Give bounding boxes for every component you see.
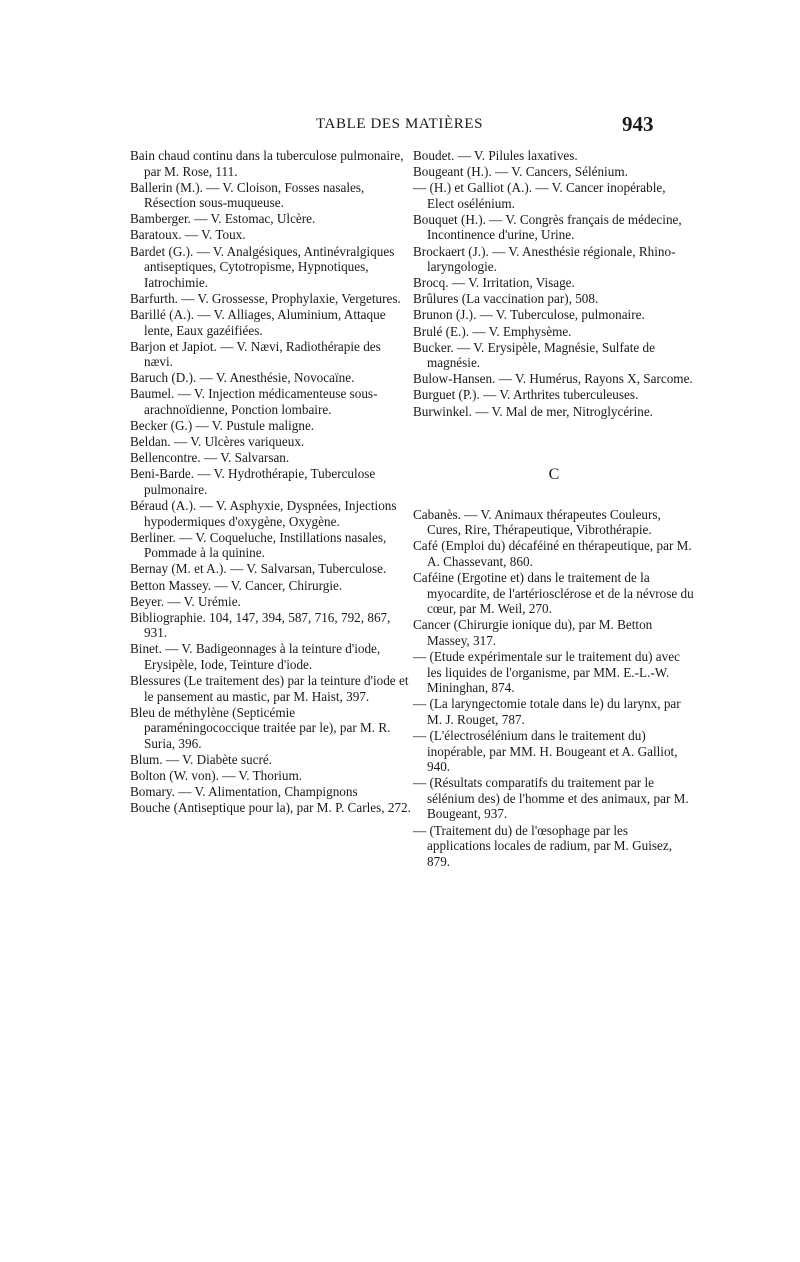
- index-entry: Bouche (Antiseptique pour la), par M. P. Carles, 272.: [130, 800, 411, 816]
- index-entry: Bucker. — V. Erysipèle, Magnésie, Sulfate de magnésie.: [413, 339, 655, 371]
- index-entry: Café (Emploi du) décaféiné en thérapeutique, par M. A. Chassevant, 860.: [413, 538, 692, 569]
- section-letter: C: [548, 466, 560, 484]
- index-entry: Blum. — V. Diabète sucré.: [130, 752, 272, 768]
- index-entry: Barillé (A.). — V. Alliages, Aluminium, Attaque lente, Eaux gazéifiées.: [130, 306, 386, 338]
- index-entry: Brocq. — V. Irritation, Visage.: [413, 275, 575, 291]
- index-entry: Baruch (D.). — V. Anesthésie, Novocaïne.: [130, 370, 355, 386]
- index-entry: Brunon (J.). — V. Tuberculose, pulmonaire.: [413, 307, 645, 323]
- index-entry: — (Traitement du) de l'œsophage par les applications locales de radium, par M. Guisez, 879.: [413, 822, 672, 869]
- index-entry: Caféine (Ergotine et) dans le traitement de la myocardite, de l'artériosclérose et de la névrose du cœur, par M. Weil, 270.: [413, 570, 694, 617]
- index-entry: Bouquet (H.). — V. Congrès français de médecine, Incontinence d'urine, Urine.: [413, 211, 682, 243]
- index-entry: Bulow-Hansen. — V. Humérus, Rayons X, Sarcome.: [413, 371, 693, 387]
- index-entry: Burwinkel. — V. Mal de mer, Nitroglycérine.: [413, 403, 653, 419]
- index-entry: Beldan. — V. Ulcères variqueux.: [130, 434, 305, 450]
- index-entry: Bibliographie. 104, 147, 394, 587, 716, 792, 867, 931.: [130, 609, 391, 641]
- index-entry: — (Résultats comparatifs du traitement par le sélénium des) de l'homme et des animaux, par M. Bougeant, 937.: [413, 775, 689, 822]
- index-entry: Berliner. — V. Coqueluche, Instillations nasales, Pommade à la quinine.: [130, 529, 387, 561]
- index-entry: — (L'électrosélénium dans le traitement du) inopérable, par MM. H. Bougeant et A. Galliot, 940.: [413, 728, 678, 775]
- index-entry: — (H.) et Galliot (A.). — V. Cancer inopérable, Elect osélénium.: [413, 180, 666, 211]
- index-entry: — (Etude expérimentale sur le traitement du) avec les liquides de l'organisme, par MM. E.-L.-W. Mininghan, 874.: [413, 649, 680, 696]
- index-entry: Baumel. — V. Injection médicamenteuse sous-arachnoïdienne, Ponction lombaire.: [130, 386, 378, 417]
- index-entry: Bardet (G.). — V. Analgésiques, Antinévralgiques antiseptiques, Cytotropisme, Hypnotiques, Iatrochimie.: [130, 243, 395, 290]
- index-entry: Bamberger. — V. Estomac, Ulcère.: [130, 211, 316, 227]
- index-entry: Brockaert (J.). — V. Anesthésie régionale, Rhino-laryngologie.: [413, 243, 676, 275]
- index-entry: Bernay (M. et A.). — V. Salvarsan, Tuberculose.: [130, 561, 387, 577]
- index-entry: Baratoux. — V. Toux.: [130, 227, 246, 243]
- index-entry: Beyer. — V. Urémie.: [130, 593, 241, 609]
- index-entry: Cabanès. — V. Animaux thérapeutes Couleurs, Cures, Rire, Thérapeutique, Vibrothérapie.: [413, 506, 661, 538]
- index-entry: Bougeant (H.). — V. Cancers, Sélénium.: [413, 164, 628, 180]
- running-title: TABLE DES MATIÈRES: [316, 116, 484, 132]
- index-column-right: [413, 148, 695, 869]
- index-entry: Blessures (Le traitement des) par la teinture d'iode et le pansement au mastic, par M. Haist, 397.: [130, 673, 409, 704]
- index-entry: Bolton (W. von). — V. Thorium.: [130, 768, 303, 784]
- index-entry: Bleu de méthylène (Septicémie paraméningococcique traitée par le), par M. R. Suria, 396.: [130, 704, 391, 751]
- index-entry: Boudet. — V. Pilules laxatives.: [413, 148, 578, 163]
- index-entry: Bain chaud continu dans la tuberculose pulmonaire, par M. Rose, 111.: [130, 148, 404, 179]
- index-entry: — (La laryngectomie totale dans le) du larynx, par M. J. Rouget, 787.: [413, 696, 681, 727]
- index-entry: Brûlures (La vaccination par), 508.: [413, 291, 599, 307]
- index-entry: Barfurth. — V. Grossesse, Prophylaxie, Vergetures.: [130, 290, 401, 306]
- index-entry: Becker (G.) — V. Pustule maligne.: [130, 418, 315, 434]
- index-entry: Burguet (P.). — V. Arthrites tuberculeuses.: [413, 387, 639, 403]
- index-entry: Béraud (A.). — V. Asphyxie, Dyspnées, Injections hypodermiques d'oxygène, Oxygène.: [130, 498, 397, 529]
- index-column-left: [130, 148, 412, 816]
- index-entry: Brulé (E.). — V. Emphysème.: [413, 323, 572, 339]
- index-entry: Bomary. — V. Alimentation, Champignons: [130, 784, 358, 800]
- index-entry: Bellencontre. — V. Salvarsan.: [130, 450, 290, 466]
- page-number: 943: [622, 112, 654, 136]
- index-entry: Cancer (Chirurgie ionique du), par M. Betton Massey, 317.: [413, 617, 653, 648]
- index-entry: Ballerin (M.). — V. Cloison, Fosses nasales, Résection sous-muqueuse.: [130, 179, 365, 211]
- index-entry: Betton Massey. — V. Cancer, Chirurgie.: [130, 577, 343, 593]
- index-entry: Barjon et Japiot. — V. Nævi, Radiothérapie des nævi.: [130, 338, 381, 370]
- index-entry: Beni-Barde. — V. Hydrothérapie, Tuberculose pulmonaire.: [130, 466, 376, 497]
- index-entry: Binet. — V. Badigeonnages à la teinture d'iode, Erysipèle, Iode, Teinture d'iode.: [130, 641, 381, 672]
- page-header: [0, 112, 800, 142]
